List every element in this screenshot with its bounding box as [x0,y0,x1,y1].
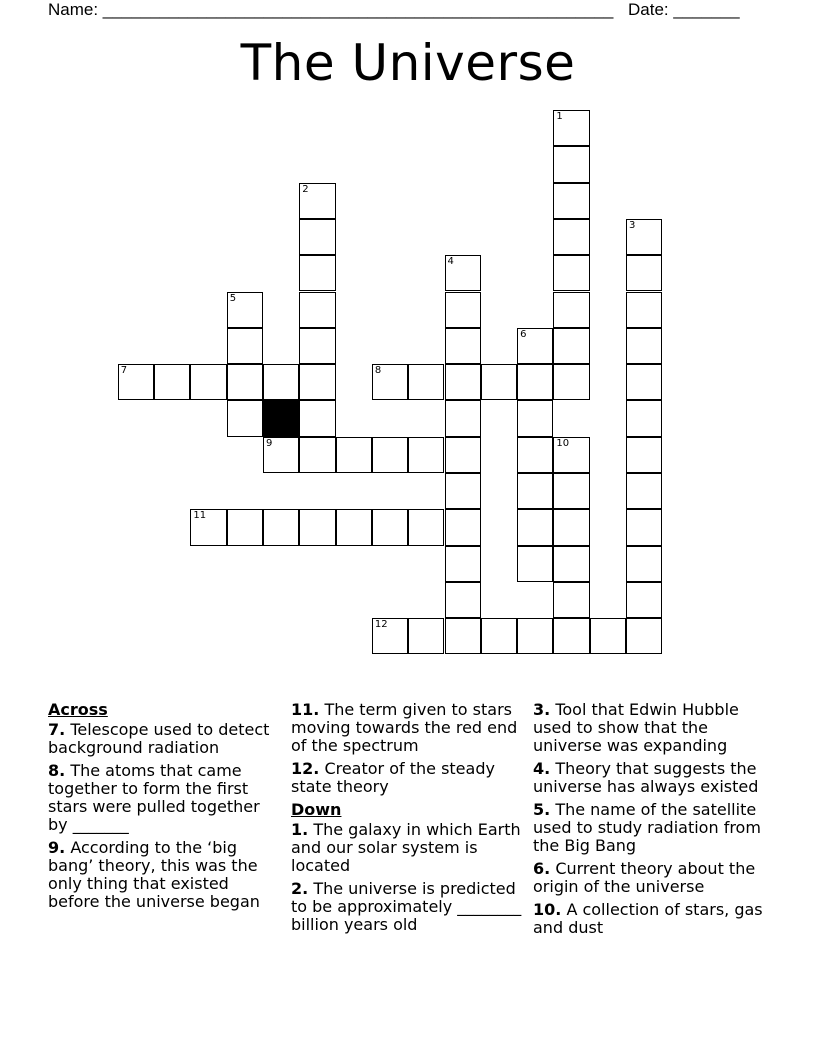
grid-cell[interactable] [553,582,589,618]
grid-cell[interactable] [517,509,553,545]
grid-cell-11[interactable] [190,509,226,545]
grid-cell[interactable] [626,328,662,364]
grid-cell[interactable] [626,400,662,436]
clue-text: Creator of the steady state theory [291,759,495,796]
clue-number: 3. [533,700,551,719]
grid-cell-4[interactable] [445,255,481,291]
grid-cell-8[interactable] [372,364,408,400]
grid-cell[interactable] [445,364,481,400]
grid-cell[interactable] [626,509,662,545]
clue-across-11 [291,701,527,755]
grid-cell[interactable] [553,255,589,291]
grid-cell[interactable] [408,437,444,473]
grid-cell[interactable] [336,437,372,473]
clue-text: A collection of stars, gas and dust [533,900,763,937]
grid-cell[interactable] [445,400,481,436]
grid-cell[interactable] [553,546,589,582]
grid-cell[interactable] [626,546,662,582]
clue-number-label: 6 [520,328,527,340]
clue-text: Tool that Edwin Hubble used to show that the universe was expanding [533,700,739,755]
clue-number-label: 10 [556,437,570,449]
grid-cell[interactable] [553,328,589,364]
grid-cell[interactable] [408,509,444,545]
grid-cell[interactable] [227,328,263,364]
grid-cell[interactable] [626,364,662,400]
grid-cell[interactable] [263,364,299,400]
clue-number: 6. [533,859,551,878]
grid-cell-12[interactable] [372,618,408,654]
clue-number-label: 4 [447,256,454,268]
grid-cell[interactable] [372,437,408,473]
grid-cell[interactable] [299,219,335,255]
clue-number: 8. [48,761,66,780]
grid-cell-5[interactable] [227,292,263,328]
grid-cell-2[interactable] [299,183,335,219]
grid-cell-6[interactable] [517,328,553,364]
grid-cell[interactable] [336,509,372,545]
grid-cell[interactable] [517,400,553,436]
clues-column-3 [533,701,769,942]
clue-text: The name of the satellite used to study radiation from the Big Bang [533,800,761,855]
grid-cell[interactable] [445,328,481,364]
grid-cell-10[interactable] [553,437,589,473]
grid-cell-9[interactable] [263,437,299,473]
clue-text: Current theory about the origin of the universe [533,859,756,896]
clues-column-2 [291,701,527,939]
grid-cell[interactable] [517,473,553,509]
clue-across-9 [48,839,284,911]
grid-cell[interactable] [481,364,517,400]
black-square [263,400,299,436]
clue-down-5 [533,801,769,855]
clue-across-7 [48,721,284,757]
clue-number: 1. [291,820,309,839]
grid-cell-7[interactable] [118,364,154,400]
name-field[interactable]: Name: ______________________________________________________ [48,0,614,19]
grid-cell[interactable] [227,509,263,545]
clue-down-6 [533,860,769,896]
grid-cell[interactable] [626,255,662,291]
clue-text: The universe is predicted to be approximately ________ billion years old [291,879,522,934]
clue-down-2 [291,880,527,934]
grid-cell[interactable] [372,509,408,545]
grid-cell[interactable] [626,473,662,509]
clue-number: 5. [533,800,551,819]
clue-down-4 [533,760,769,796]
grid-cell[interactable] [626,582,662,618]
clue-text: The term given to stars moving towards the red end of the spectrum [291,700,518,755]
clue-number: 10. [533,900,562,919]
grid-cell[interactable] [445,473,481,509]
grid-cell[interactable] [553,183,589,219]
grid-cell[interactable] [445,582,481,618]
grid-cell[interactable] [590,618,626,654]
clue-number-label: 2 [302,183,309,195]
grid-cell[interactable] [408,364,444,400]
grid-cell[interactable] [626,292,662,328]
grid-cell[interactable] [299,400,335,436]
date-field[interactable]: Date: _______ [628,0,740,19]
grid-cell[interactable] [553,618,589,654]
clue-number-label: 8 [374,365,382,377]
grid-cell[interactable] [445,546,481,582]
grid-cell[interactable] [481,618,517,654]
grid-cell[interactable] [299,437,335,473]
clue-number-label: 9 [266,437,273,449]
grid-cell[interactable] [299,255,335,291]
grid-cell-1[interactable] [553,110,589,146]
page-title: The Universe [240,34,576,92]
clue-down-1 [291,821,527,875]
clue-text: Theory that suggests the universe has always existed [533,759,759,796]
grid-cell[interactable] [553,292,589,328]
grid-cell[interactable] [154,364,190,400]
clue-text: Telescope used to detect background radiation [48,720,270,757]
grid-cell[interactable] [227,400,263,436]
clue-number-label: 1 [556,111,563,122]
grid-cell[interactable] [299,292,335,328]
grid-cell[interactable] [445,618,481,654]
grid-cell[interactable] [190,364,226,400]
clue-number: 7. [48,720,66,739]
grid-cell[interactable] [445,437,481,473]
grid-cell[interactable] [445,292,481,328]
grid-cell[interactable] [626,618,662,654]
clue-number: 4. [533,759,551,778]
clues-column-1 [48,701,284,916]
grid-cell[interactable] [626,437,662,473]
grid-cell[interactable] [299,328,335,364]
grid-cell[interactable] [517,546,553,582]
clue-number-label: 5 [229,292,237,304]
grid-cell[interactable] [553,219,589,255]
clue-text: According to the ‘big bang’ theory, this was the only thing that existed before the universe began [48,838,260,911]
clue-text: The galaxy in which Earth and our solar system is located [291,820,521,875]
clue-number: 2. [291,879,309,898]
clue-number: 9. [48,838,66,857]
grid-cell[interactable] [408,618,444,654]
grid-cell[interactable] [299,364,335,400]
clue-text: The atoms that came together to form the first stars were pulled together by _______ [48,761,260,834]
across-heading: Across [48,700,108,719]
grid-cell[interactable] [553,364,589,400]
grid-cell[interactable] [227,364,263,400]
clue-number-label: 12 [374,619,388,631]
grid-cell[interactable] [553,509,589,545]
grid-cell[interactable] [299,509,335,545]
clue-number-label: 11 [193,510,207,522]
clue-across-8 [48,762,284,834]
clue-number: 12. [291,759,320,778]
clue-number-label: 3 [629,219,636,231]
grid-cell[interactable] [263,509,299,545]
grid-cell-3[interactable] [626,219,662,255]
clue-number-label: 7 [120,365,128,377]
grid-cell[interactable] [553,146,589,182]
grid-cell[interactable] [553,473,589,509]
clue-down-10 [533,901,769,937]
grid-cell[interactable] [517,437,553,473]
grid-cell[interactable] [517,618,553,654]
down-heading: Down [291,800,342,819]
grid-cell[interactable] [517,364,553,400]
clue-down-3 [533,701,769,755]
grid-cell[interactable] [445,509,481,545]
clue-number: 11. [291,700,320,719]
clue-across-12 [291,760,527,796]
